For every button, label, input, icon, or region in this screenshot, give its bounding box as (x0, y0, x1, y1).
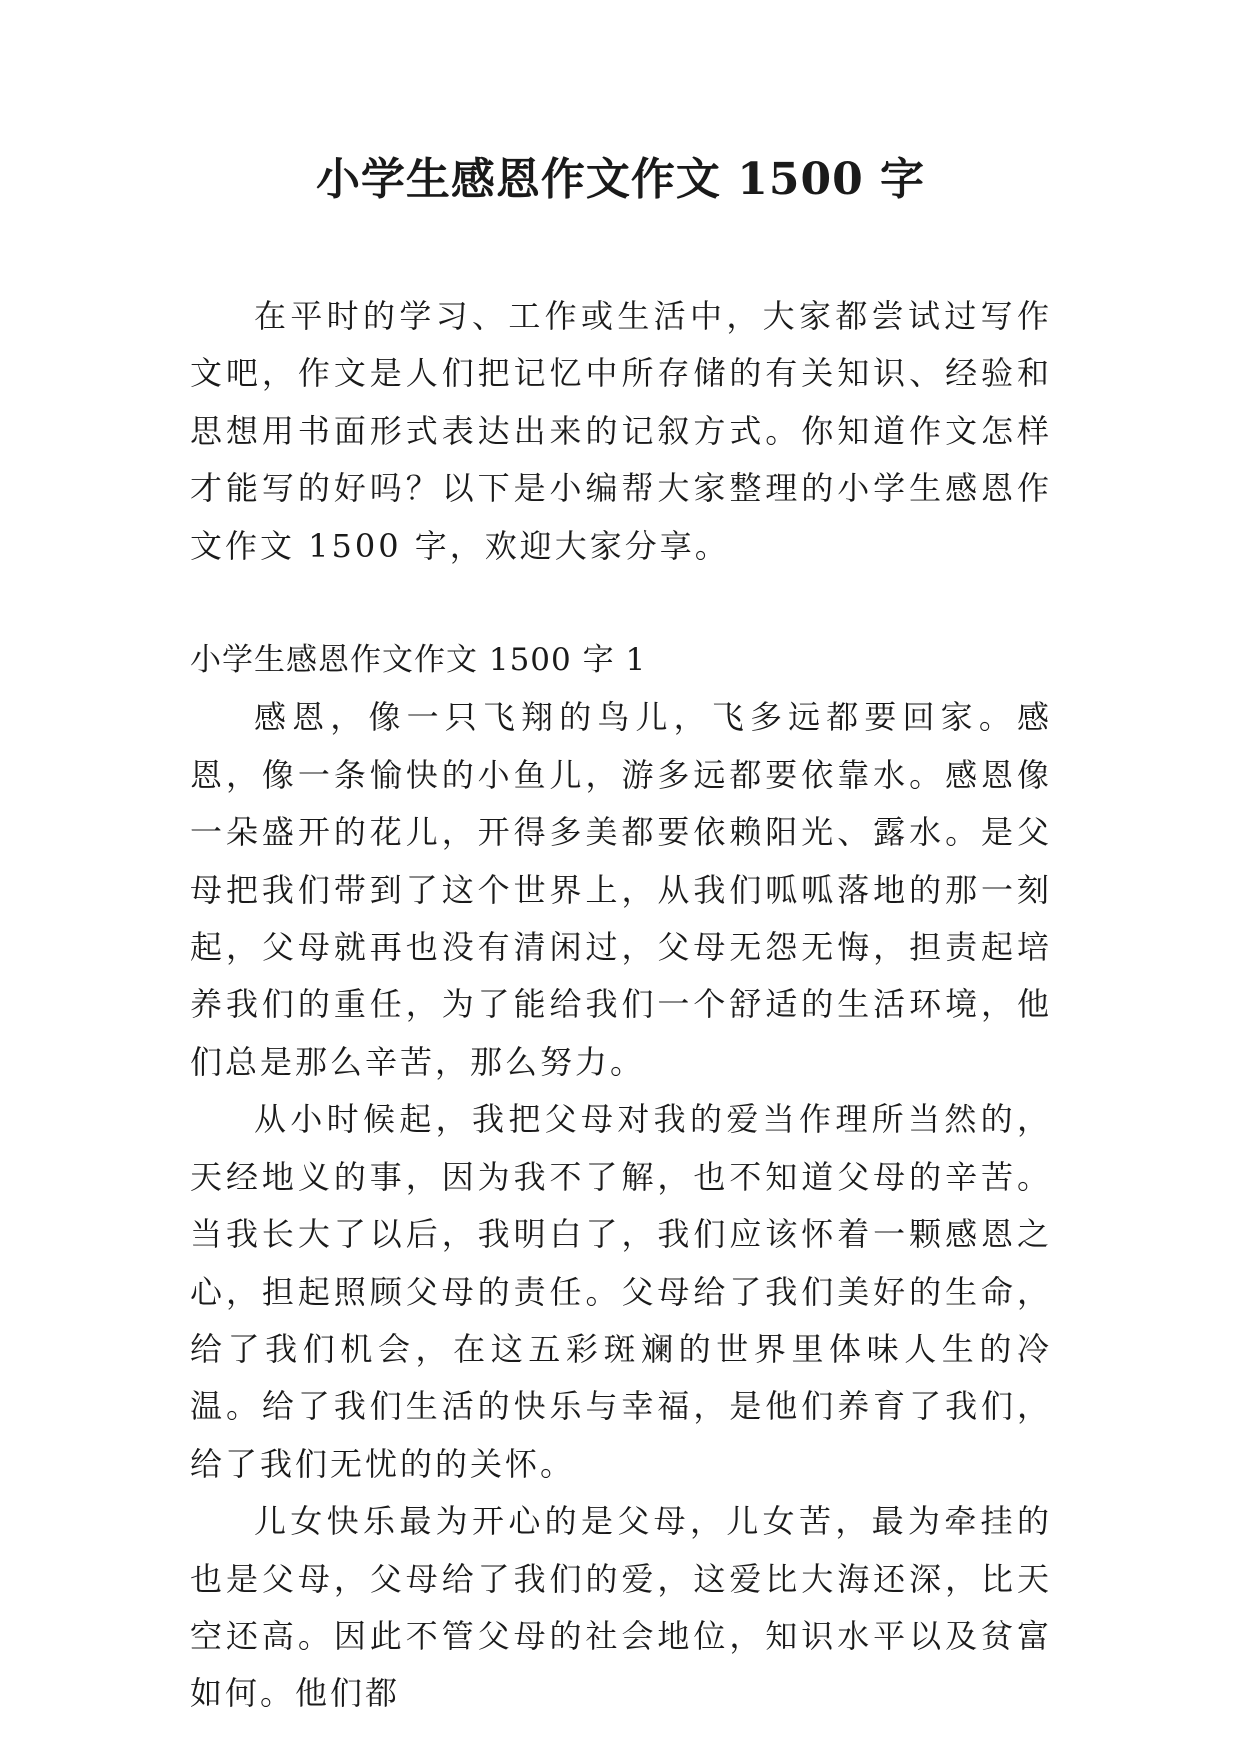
body-paragraph-3: 儿女快乐最为开心的是父母，儿女苦，最为牵挂的也是父母，父母给了我们的爱，这爱比大海还深，比天空还高。因此不管父母的社会地位，知识水平以及贫富如何。他们都 (190, 1502, 1052, 1713)
section-heading: 小学生感恩作文作文 1500 字 1 (190, 642, 647, 679)
body-paragraph-1: 感恩，像一只飞翔的鸟儿，飞多远都要回家。感恩，像一条愉快的小鱼儿，游多远都要依靠水。感恩像一朵盛开的花儿，开得多美都要依赖阳光、露水。是父母把我们带到了这个世界上，从我们呱呱落地的那一刻起，父母就再也没有清闲过，父母无怨无悔，担责起培养我们的重任，为了能给我们一个舒适的生活环境，他们总是那么辛苦，那么努力。 (190, 698, 1052, 1081)
document-title: 小学生感恩作文作文 1500 字 (315, 154, 926, 205)
document-body (190, 288, 1052, 1723)
intro-paragraph: 在平时的学习、工作或生活中，大家都尝试过写作文吧，作文是人们把记忆中所存储的有关知识、经验和思想用书面形式表达出来的记叙方式。你知道作文怎样才能写的好吗？以下是小编帮大家整理的小学生感恩作文作文 1500 字，欢迎大家分享。 (190, 297, 1052, 565)
body-paragraph-2: 从小时候起，我把父母对我的爱当作理所当然的，天经地义的事，因为我不了解，也不知道父母的辛苦。当我长大了以后，我明白了，我们应该怀着一颗感恩之心，担起照顾父母的责任。父母给了我们美好的生命，给了我们机会，在这五彩斑斓的世界里体味人生的冷温。给了我们生活的快乐与幸福，是他们养育了我们，给了我们无忧的的关怀。 (190, 1100, 1052, 1483)
